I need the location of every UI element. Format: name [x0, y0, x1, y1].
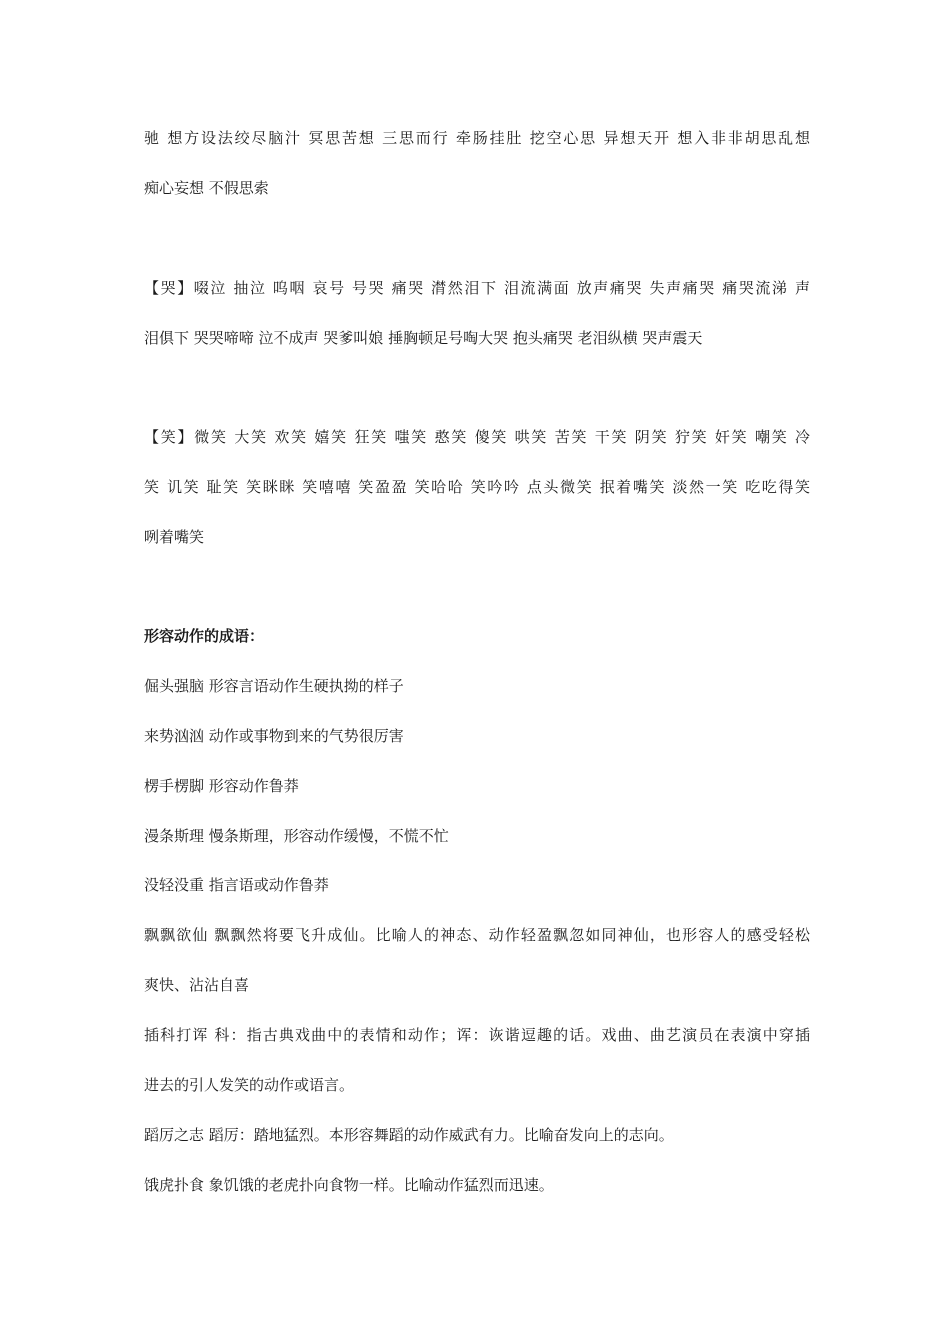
laugh-idioms-line-2: 笑 讥笑 耻笑 笑眯眯 笑嘻嘻 笑盈盈 笑哈哈 笑吟吟 点头微笑 抿着嘴笑 淡然一笑 吃吃得笑: [144, 478, 810, 496]
action-section-heading: 形容动作的成语：: [144, 627, 265, 645]
laugh-idioms-line-1: 【笑】微笑 大笑 欢笑 嬉笑 狂笑 嗤笑 憨笑 傻笑 哄笑 苦笑 干笑 阴笑 狞笑 奸笑 嘲笑 冷: [144, 428, 810, 446]
action-idiom-line: 飘飘欲仙 飘飘然将要飞升成仙。比喻人的神态、动作轻盈飘忽如同神仙，也形容人的感受轻松: [144, 926, 810, 944]
action-idiom-line: 漫条斯理 慢条斯理，形容动作缓慢，不慌不忙: [144, 827, 449, 845]
action-idiom-line: 楞手楞脚 形容动作鲁莽: [144, 777, 299, 795]
cry-idioms-line-1: 【哭】啜泣 抽泣 呜咽 哀号 号哭 痛哭 潸然泪下 泪流满面 放声痛哭 失声痛哭 痛哭流涕 声: [144, 279, 810, 297]
think-idioms-line-2: 痴心妄想 不假思索: [144, 179, 269, 197]
action-idiom-line: 没轻没重 指言语或动作鲁莽: [144, 876, 329, 894]
action-idiom-line: 进去的引人发笑的动作或语言。: [144, 1076, 355, 1094]
action-idiom-line: 爽快、沾沾自喜: [144, 976, 250, 994]
action-idiom-line: 倔头强脑 形容言语动作生硬执拗的样子: [144, 677, 404, 695]
laugh-idioms-line-3: 咧着嘴笑: [144, 528, 205, 546]
action-idiom-line: 来势汹汹 动作或事物到来的气势很厉害: [144, 727, 404, 745]
action-idiom-line: 插科打诨 科：指古典戏曲中的表情和动作；诨：诙谐逗趣的话。戏曲、曲艺演员在表演中穿插: [144, 1026, 810, 1044]
action-idiom-line: 饿虎扑食 象饥饿的老虎扑向食物一样。比喻动作猛烈而迅速。: [144, 1176, 554, 1194]
action-idiom-line: 蹈厉之志 蹈厉：踏地猛烈。本形容舞蹈的动作威武有力。比喻奋发向上的志向。: [144, 1126, 674, 1144]
cry-idioms-line-2: 泪俱下 哭哭啼啼 泣不成声 哭爹叫娘 捶胸顿足号啕大哭 抱头痛哭 老泪纵横 哭声震天: [144, 329, 703, 347]
think-idioms-line-1: 驰 想方设法绞尽脑汁 冥思苦想 三思而行 牵肠挂肚 挖空心思 异想天开 想入非非胡思乱想: [144, 129, 810, 147]
